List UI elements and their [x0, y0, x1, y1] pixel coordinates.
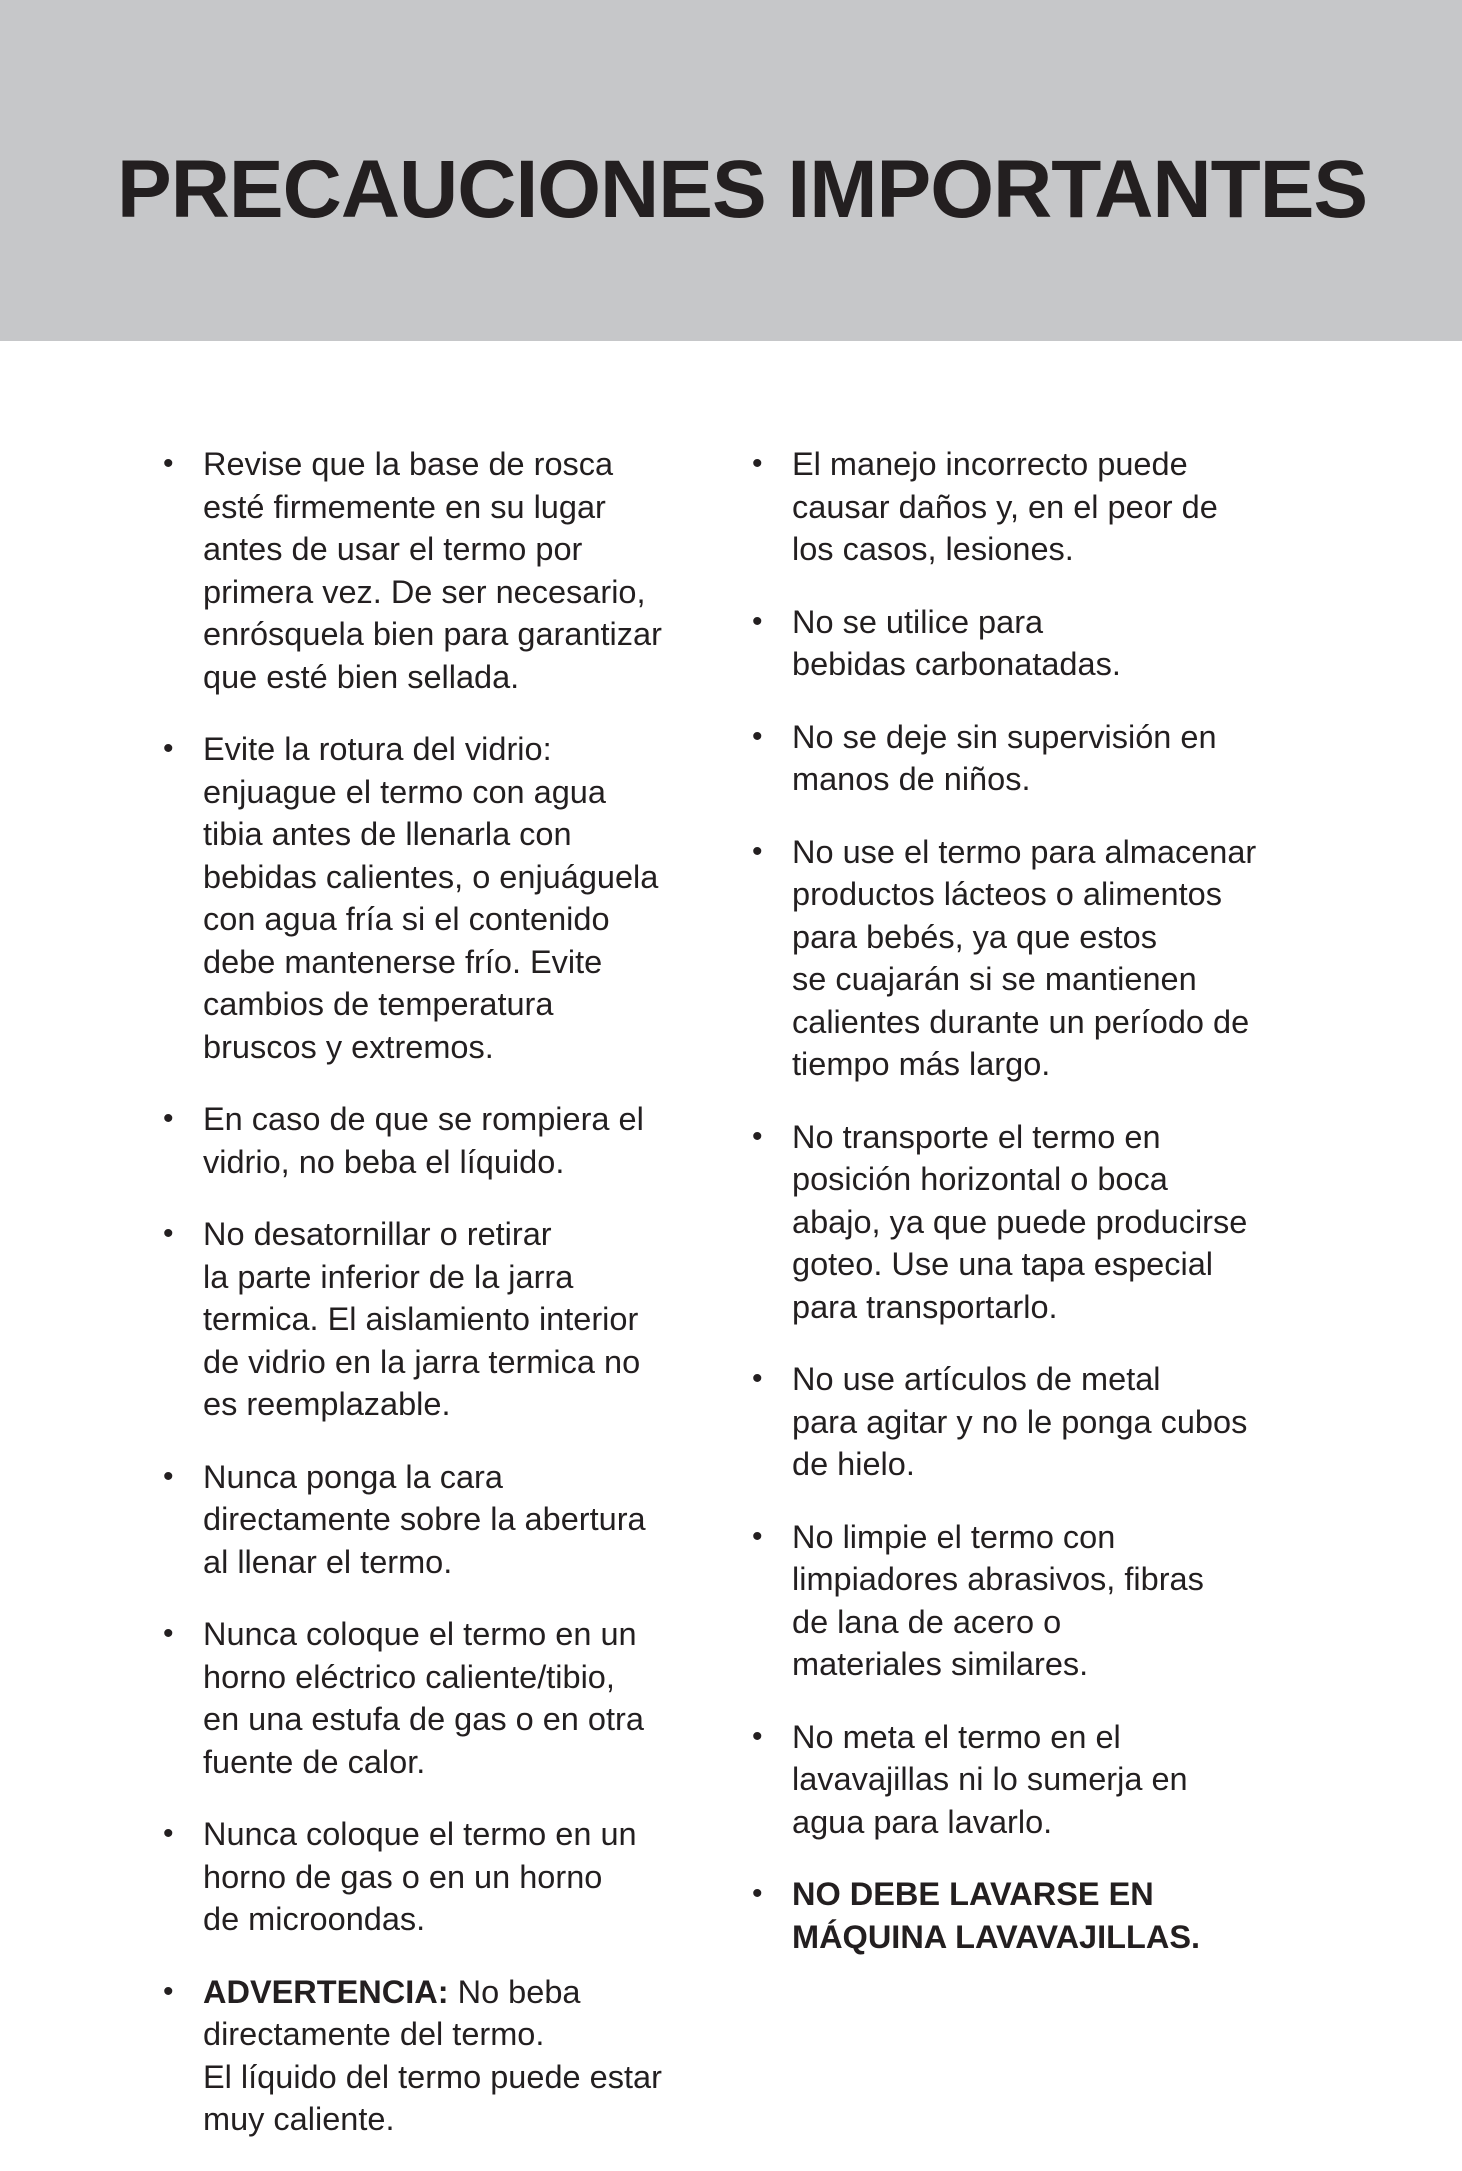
bullet-icon: •	[752, 1877, 763, 1910]
header-band	[0, 0, 1462, 341]
right-column	[752, 443, 1312, 1988]
item-text: Evite la rotura del vidrio: enjuague el termo con agua tibia antes de llenarla con bebidas calientes, o enjuáguela con agua fría si el contenido debe mantenerse frío. Evite cambios de temperatura bruscos y extremos.	[203, 731, 659, 1065]
warning-text	[203, 1974, 662, 2138]
item-text: No transporte el termo en posición horizontal o boca abajo, ya que puede producirse goteo. Use una tapa especial para transportarlo.	[792, 1118, 1248, 1325]
list-item	[752, 1358, 1312, 1486]
warning-label: ADVERTENCIA:	[203, 1973, 449, 2010]
item-text: Revise que la base de rosca esté firmemente en su lugar antes de usar el termo por primera vez. De ser necesario, enrósquela bien para garantizar que esté bien sellada.	[203, 446, 662, 695]
item-text: Nunca coloque el termo en un horno eléctrico caliente/tibio, en una estufa de gas o en otra fuente de calor.	[203, 1616, 644, 1780]
item-text: No se utilice para bebidas carbonatadas.	[792, 603, 1121, 682]
bullet-icon: •	[163, 1459, 174, 1493]
warning-body: No beba directamente del termo. El líquido del termo puede estar muy caliente.	[203, 1973, 662, 2137]
bullet-icon: •	[752, 1519, 763, 1553]
item-text: No desatornillar o retirar la parte inferior de la jarra termica. El aislamiento interior de vidrio en la jarra termica no es reemplazable.	[203, 1216, 641, 1422]
list-item	[163, 728, 723, 1068]
item-text: No meta el termo en el lavavajillas ni lo sumerja en agua para lavarlo.	[792, 1718, 1188, 1840]
item-text: No se deje sin supervisión en manos de niños.	[792, 718, 1217, 797]
list-item	[163, 1813, 723, 1941]
bullet-icon: •	[163, 1817, 174, 1850]
warning-item	[163, 1971, 723, 2141]
list-item	[163, 1098, 723, 1183]
list-item	[163, 443, 723, 698]
bullet-icon: •	[752, 1719, 763, 1753]
bullet-icon: •	[163, 1974, 174, 2008]
final-notice: NO DEBE LAVARSE EN MÁQUINA LAVAVAJILLAS.	[792, 1876, 1201, 1955]
item-text: No limpie el termo con limpiadores abrasivos, fibras de lana de acero o materiales similares.	[792, 1518, 1204, 1682]
item-text: No use el termo para almacenar productos lácteos o alimentos para bebés, ya que estos se cuajarán si se mantienen calientes durante un período de tiempo más largo.	[792, 833, 1257, 1082]
bullet-icon: •	[752, 719, 763, 753]
bullet-icon: •	[163, 1617, 174, 1650]
list-item	[752, 1716, 1312, 1844]
item-text: Nunca coloque el termo en un horno de gas o en un horno de microondas.	[203, 1816, 637, 1937]
bullet-icon: •	[752, 1119, 763, 1153]
list-item	[163, 1456, 723, 1584]
bullet-icon: •	[163, 732, 174, 765]
item-text: No use artículos de metal para agitar y no le ponga cubos de hielo.	[792, 1361, 1248, 1482]
list-item	[163, 1613, 723, 1783]
bullet-icon: •	[752, 447, 763, 480]
list-item	[752, 1516, 1312, 1686]
list-item	[752, 443, 1312, 571]
bullet-icon: •	[752, 604, 763, 638]
bullet-icon: •	[752, 1362, 763, 1395]
list-item	[752, 831, 1312, 1086]
item-text: El manejo incorrecto puede causar daños y, en el peor de los casos, lesiones.	[792, 446, 1218, 567]
list-item	[752, 1116, 1312, 1329]
list-item	[752, 716, 1312, 801]
final-notice-item	[752, 1873, 1312, 1958]
left-column	[163, 443, 723, 2171]
bullet-icon: •	[163, 447, 174, 480]
list-item	[752, 601, 1312, 686]
list-item	[163, 1213, 723, 1426]
bullet-icon: •	[163, 1102, 174, 1135]
item-text: Nunca ponga la cara directamente sobre la abertura al llenar el termo.	[203, 1458, 646, 1580]
page-title: PRECAUCIONES IMPORTANTES	[117, 144, 1368, 235]
item-text: En caso de que se rompiera el vidrio, no beba el líquido.	[203, 1101, 644, 1180]
bullet-icon: •	[752, 834, 763, 868]
bullet-icon: •	[163, 1217, 174, 1250]
